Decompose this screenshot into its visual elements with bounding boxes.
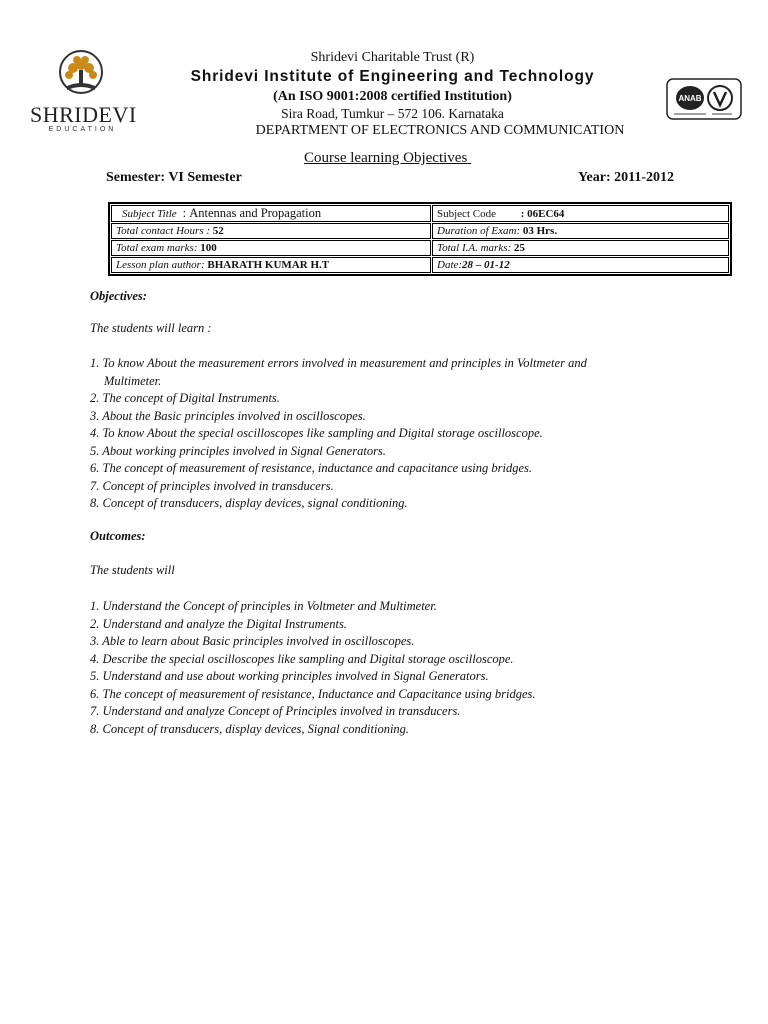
date-label: Date:: [437, 259, 463, 271]
list-item: 3. About the Basic principles involved in oscilloscopes.: [90, 408, 366, 423]
academic-year: Year: 2011-2012: [578, 170, 675, 185]
list-item: 8. Concept of transducers, display devices, signal conditioning.: [90, 496, 408, 510]
semester-label: Semester: VI Semester: [106, 170, 242, 185]
list-item: 6. The concept of measurement of resistance, Inductance and Capacitance using bridges.: [90, 686, 536, 701]
subject-title-value: Antennas and Propagation: [189, 206, 322, 220]
list-item: 5. Understand and use about working principles involved in Signal Generators.: [90, 669, 489, 683]
author-cell: [111, 257, 431, 273]
table-row: [111, 240, 729, 256]
date-value: 28 – 01-12: [462, 259, 510, 271]
list-item: 1. Understand the Concept of principles in Voltmeter and Multimeter.: [90, 599, 437, 613]
list-item: 4. Describe the special oscilloscopes like sampling and Digital storage oscilloscope.: [90, 651, 514, 666]
duration-cell: [432, 223, 729, 239]
exam-marks-label: Total exam marks:: [116, 242, 198, 254]
logo-wordmark: SHRIDEVI: [30, 102, 137, 127]
list-item: 2. The concept of Digital Instruments.: [90, 391, 280, 405]
badge-label: ANAB: [678, 94, 702, 103]
objectives-list: [90, 355, 710, 513]
course-info-table: [108, 202, 732, 276]
contact-hours-value: 52: [212, 225, 224, 237]
logo-subtitle: EDUCATION: [48, 126, 117, 133]
duration-label: Duration of Exam:: [437, 225, 521, 237]
list-item: 8. Concept of transducers, display devices, Signal conditioning.: [90, 721, 410, 736]
subject-title-label: Subject Title: [122, 208, 177, 220]
list-item: 6. The concept of measurement of resistance, inductance and capacitance using bridges.: [90, 461, 533, 475]
department-name: DEPARTMENT OF ELECTRONICS AND COMMUNICATION: [255, 123, 625, 138]
exam-marks-cell: [111, 240, 431, 256]
ia-marks-label: Total I.A. marks:: [437, 242, 512, 254]
trust-name: Shridevi Charitable Trust (R): [310, 50, 475, 65]
subject-code-cell: [432, 205, 729, 222]
ia-marks-value: 25: [513, 242, 525, 254]
subject-code-label: Subject Code: [437, 207, 496, 220]
subject-title-cell: Subject Title : Antennas and Propagation: [111, 205, 431, 222]
list-item: 7. Concept of principles involved in transducers.: [90, 478, 334, 493]
tree-logo-icon: [53, 50, 109, 100]
outcomes-heading: Outcomes:: [90, 529, 146, 543]
contact-hours-label: Total contact Hours :: [116, 225, 211, 237]
list-item: 5. About working principles involved in Signal Generators.: [90, 443, 386, 458]
list-item: 7. Understand and analyze Concept of Principles involved in transducers.: [90, 704, 461, 718]
duration-value: 03 Hrs.: [522, 225, 558, 237]
objectives-heading: Objectives:: [90, 289, 147, 303]
shridevi-logo: [30, 50, 135, 140]
course-objectives-heading: Course learning Objectives: [304, 150, 472, 166]
list-item: Multimeter.: [104, 373, 162, 388]
table-row: [111, 257, 729, 273]
author-value: BHARATH KUMAR H.T: [207, 259, 330, 271]
table-row: [111, 205, 729, 222]
objectives-intro: The students will learn :: [90, 321, 212, 335]
ia-marks-cell: [432, 240, 729, 256]
list-item: 4. To know About the special oscilloscopes like sampling and Digital storage oscilloscope.: [90, 426, 543, 440]
subject-code-value: : 06EC64: [520, 207, 565, 220]
institute-name: Shridevi Institute of Engineering and Technology: [190, 68, 595, 85]
date-cell: [432, 257, 729, 273]
table-row: [111, 223, 729, 239]
list-item: 3. Able to learn about Basic principles involved in oscilloscopes.: [90, 634, 415, 648]
author-label: Lesson plan author:: [116, 259, 205, 271]
iso-certification: (An ISO 9001:2008 certified Institution): [273, 89, 512, 104]
certification-badge-icon: [666, 78, 742, 120]
list-item: 2. Understand and analyze the Digital Instruments.: [90, 616, 347, 631]
exam-marks-value: 100: [200, 242, 217, 254]
contact-hours-cell: [111, 223, 431, 239]
list-item: 1. To know About the measurement errors involved in measurement and principles in Voltmeter and: [90, 356, 587, 370]
outcomes-intro: The students will: [90, 563, 175, 577]
outcomes-list: [90, 598, 710, 738]
institute-address: Sira Road, Tumkur – 572 106. Karnataka: [281, 106, 504, 121]
